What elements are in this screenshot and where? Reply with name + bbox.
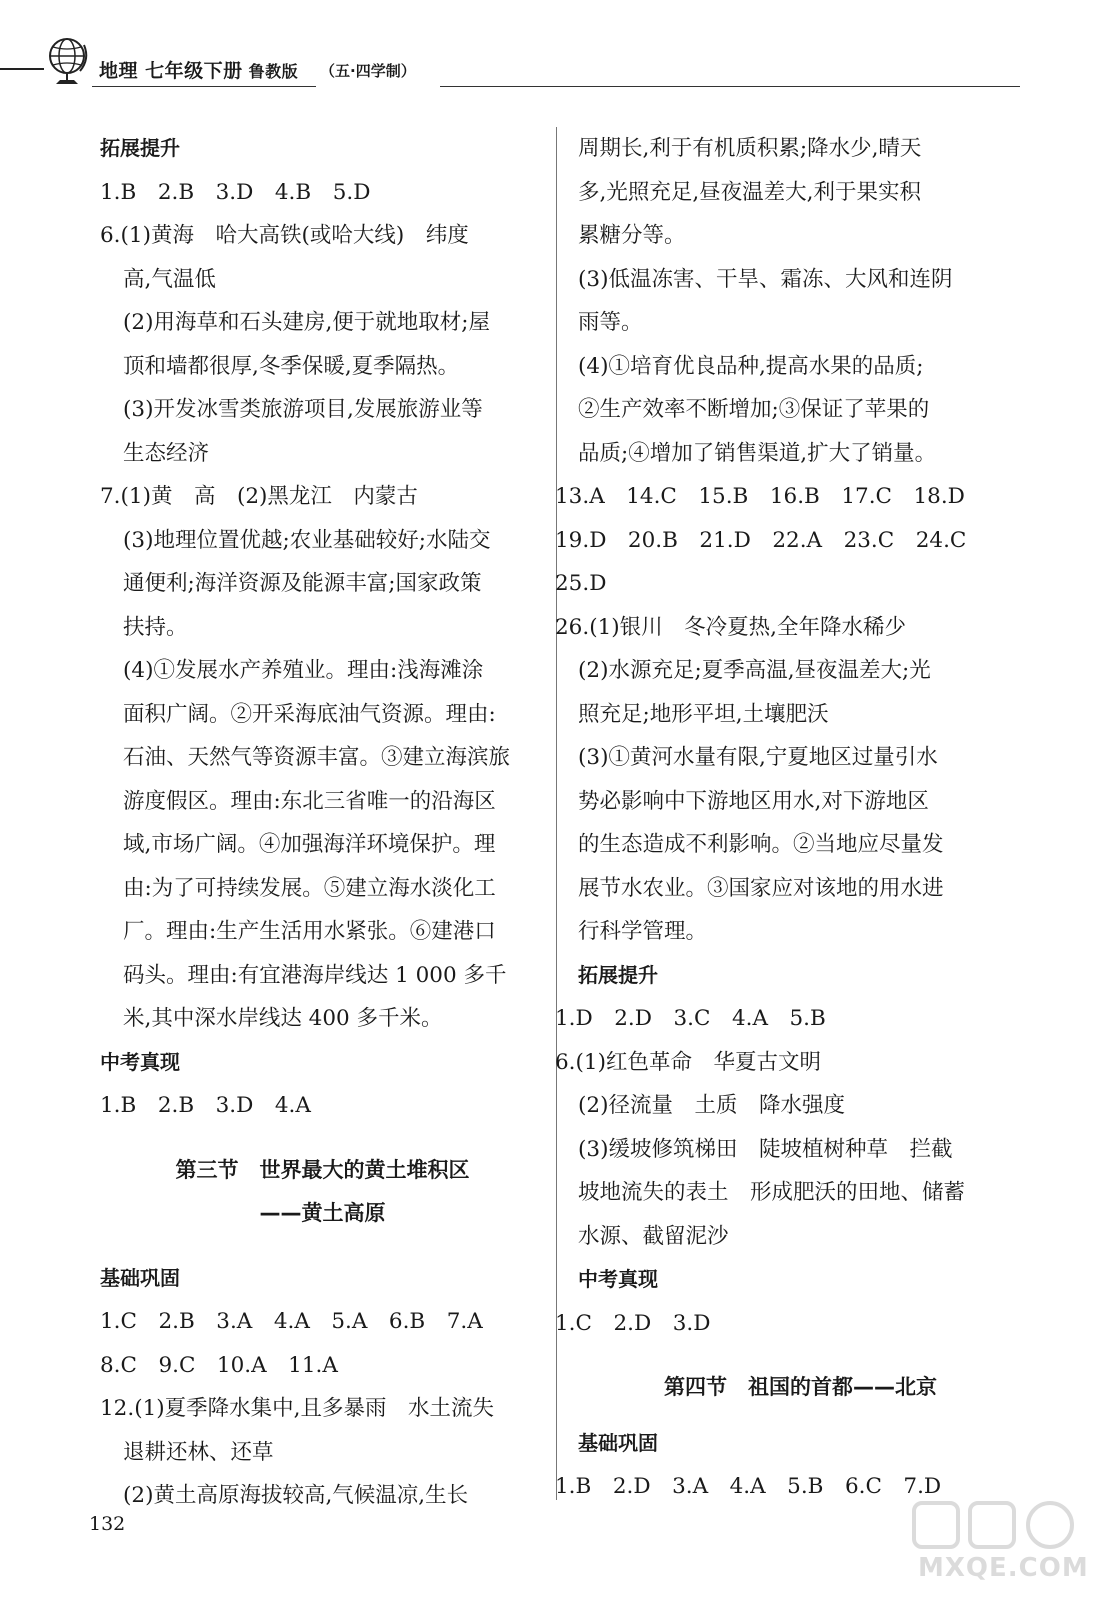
answer-line: 厂。理由:生产生活用水紧张。⑥建港口 (123, 919, 496, 944)
book-subtitle: （五·四学制） (320, 62, 416, 80)
header-rule-left (0, 68, 44, 70)
answer-line: 多,光照充足,昼夜温差大,利于果实积 (578, 179, 922, 205)
answer-line: 通便利;海洋资源及能源丰富;国家政策 (123, 571, 482, 596)
section-title: 第四节 祖国的首都——北京 (664, 1375, 937, 1399)
answer-line: 顶和墙都很厚,冬季保暖,夏季隔热。 (123, 353, 460, 379)
book-title: 地理 七年级下册 鲁教版 (99, 60, 299, 82)
section-spacer (578, 1345, 1023, 1366)
answer-line: (4)①发展水产养殖业。理由:浅海滩涂 (123, 658, 484, 683)
answer-line: (2)径流量 土质 降水强度 (578, 1093, 845, 1118)
answer-line: 1.B 2.B 3.D 4.A (100, 1093, 311, 1118)
answer-line: 1.C 2.B 3.A 4.A 5.A 6.B 7.A (100, 1309, 483, 1334)
answer-line: 行科学管理。 (578, 919, 708, 944)
answer-line: 退耕还林、还草 (123, 1439, 274, 1465)
answer-line: 6.(1)红色革命 华夏古文明 (555, 1049, 821, 1075)
watermark-icon (910, 1495, 1080, 1555)
answer-line: 水源、截留泥沙 (578, 1223, 729, 1249)
answer-line: 照充足;地形平坦,土壤肥沃 (578, 701, 829, 727)
answer-line: (3)缓坡修筑梯田 陡坡植树种草 拦截 (578, 1136, 953, 1162)
answer-line: 石油、天然气等资源丰富。③建立海滨旅 (123, 745, 511, 770)
section-title: ——黄土高原 (259, 1201, 386, 1225)
answer-line: 由:为了可持续发展。⑤建立海水淡化工 (123, 875, 496, 901)
answer-line: (3)①黄河水量有限,宁夏地区过量引水 (578, 745, 938, 770)
subsection-heading: 基础巩固 (100, 1265, 180, 1290)
answer-line: 累糖分等。 (578, 223, 686, 248)
answer-line: 米,其中深水岸线达 400 多千米。 (123, 1006, 443, 1031)
answer-line: 13.A 14.C 15.B 16.B 17.C 18.D (555, 484, 965, 509)
answer-line: 雨等。 (578, 310, 643, 335)
book-edition: 鲁教版 (248, 62, 299, 81)
subsection-heading: 基础巩固 (578, 1430, 658, 1455)
answer-line: (2)黄土高原海拔较高,气候温凉,生长 (123, 1483, 469, 1508)
header-rule-under (92, 86, 316, 87)
subsection-heading: 拓展提升 (578, 962, 658, 987)
answer-line: 面积广阔。②开采海底油气资源。理由: (123, 701, 496, 727)
answer-line: 1.B 2.B 3.D 4.B 5.D (100, 179, 371, 205)
answer-line: 势必影响中下游地区用水,对下游地区 (578, 788, 929, 814)
answer-line: (4)①培育优良品种,提高水果的品质; (578, 353, 924, 379)
page-header (0, 0, 1108, 100)
subsection-heading: 中考真现 (100, 1049, 180, 1074)
column-divider (556, 127, 557, 1500)
subsection-heading: 中考真现 (578, 1267, 658, 1291)
answer-line: 的生态造成不利影响。②当地应尽量发 (578, 832, 944, 857)
answer-line: 坡地流失的表土 形成肥沃的田地、储蓄 (578, 1180, 966, 1205)
answer-line: (3)地理位置优越;农业基础较好;水陆交 (123, 527, 491, 553)
answer-line: (3)低温冻害、干旱、霜冻、大风和连阴 (578, 266, 953, 292)
globe-icon (46, 35, 92, 87)
answer-line: 7.(1)黄 高 (2)黑龙江 内蒙古 (100, 484, 418, 509)
answer-line: 12.(1)夏季降水集中,且多暴雨 水土流失 (100, 1396, 494, 1421)
section-spacer (578, 1410, 1023, 1422)
answer-line: 高,气温低 (123, 266, 216, 292)
answer-line: 码头。理由:有宜港海岸线达 1 000 多千 (123, 962, 507, 988)
section-spacer (100, 1236, 545, 1257)
answer-line: 展节水农业。③国家应对该地的用水进 (578, 875, 944, 901)
answer-line: 1.C 2.D 3.D (555, 1310, 711, 1336)
answer-line: (3)开发冰雪类旅游项目,发展旅游业等 (123, 397, 483, 422)
answer-line: 游度假区。理由:东北三省唯一的沿海区 (123, 788, 496, 814)
answer-line: 8.C 9.C 10.A 11.A (100, 1352, 338, 1378)
answer-line: (2)用海草和石头建房,便于就地取材;屋 (123, 310, 491, 335)
section-spacer (100, 1128, 545, 1149)
watermark-logo (910, 1495, 1089, 1590)
watermark-text: MXQE.COM (918, 1553, 1089, 1583)
answer-line: 1.B 2.D 3.A 4.A 5.B 6.C 7.D (555, 1474, 942, 1499)
right-column (555, 127, 1023, 1509)
answer-line: 扶持。 (123, 614, 188, 640)
answer-line: 1.D 2.D 3.C 4.A 5.B (555, 1006, 826, 1031)
left-column (100, 127, 545, 1518)
answer-line: 6.(1)黄海 哈大高铁(或哈大线) 纬度 (100, 223, 469, 248)
answer-line: 19.D 20.B 21.D 22.A 23.C 24.C (555, 527, 967, 553)
answer-line: 周期长,利于有机质积累;降水少,晴天 (578, 136, 922, 161)
answer-line: 26.(1)银川 冬冷夏热,全年降水稀少 (555, 614, 906, 640)
answer-line: (2)水源充足;夏季高温,昼夜温差大;光 (578, 658, 931, 683)
section-title: 第三节 世界最大的黄土堆积区 (175, 1157, 470, 1182)
header-rule-right (440, 86, 1020, 87)
subsection-heading: 拓展提升 (100, 136, 180, 160)
answer-line: 生态经济 (123, 440, 210, 466)
page-number: 132 (89, 1513, 126, 1535)
answer-line: 域,市场广阔。④加强海洋环境保护。理 (123, 832, 496, 857)
answer-line: 品质;④增加了销售渠道,扩大了销量。 (578, 440, 937, 466)
answer-line: ②生产效率不断增加;③保证了苹果的 (578, 397, 930, 422)
answer-line: 25.D (555, 571, 607, 596)
